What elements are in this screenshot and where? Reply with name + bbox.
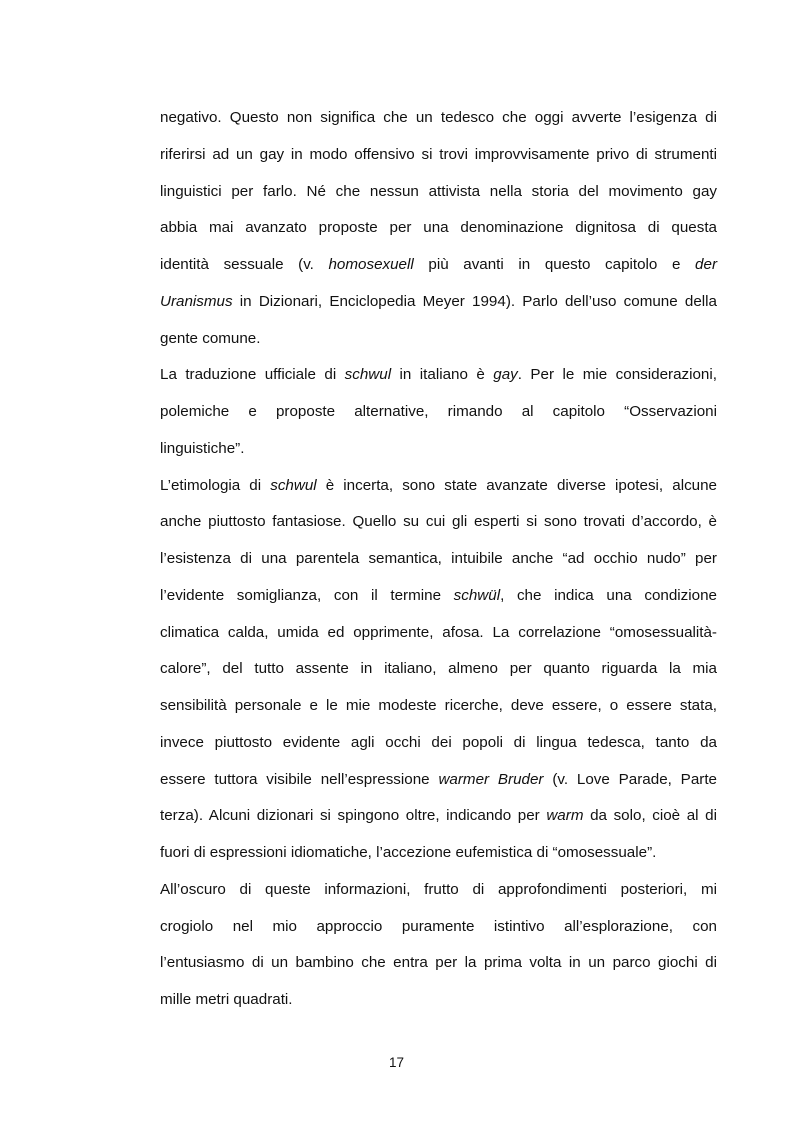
text-line (160, 250, 717, 287)
italic-term: der (695, 256, 717, 273)
text-line (160, 140, 717, 177)
text-segment: è incerta, sono state avanzate diverse ipotesi, alcune (316, 476, 717, 494)
text-line (160, 912, 717, 949)
text-line (160, 765, 717, 802)
text-segment: abbia mai avanzato proposte per una denominazione dignitosa di questa (160, 219, 717, 237)
italic-term: homosexuell (328, 256, 414, 273)
body-text (160, 103, 717, 1022)
text-segment: , che indica una condizione (500, 586, 717, 604)
italic-term: schwul (344, 366, 392, 384)
text-segment: linguistiche”. (160, 439, 245, 457)
text-segment: crogiolo nel mio approccio puramente istintivo all’esplorazione, con (160, 917, 717, 935)
text-segment: . Per le mie considerazioni, (517, 366, 717, 384)
text-line (160, 360, 717, 397)
text-line (160, 103, 717, 140)
text-line (160, 838, 717, 875)
italic-term: gay (493, 366, 518, 384)
text-line (160, 471, 717, 508)
text-line (160, 728, 717, 765)
text-segment: sensibilità personale e le mie modeste ricerche, deve essere, o essere stata, (160, 697, 717, 714)
text-segment: All’oscuro di queste informazioni, frutto di approfondimenti posteriori, mi (160, 880, 717, 898)
text-line (160, 985, 717, 1022)
text-segment: mille metri quadrati. (160, 991, 293, 1008)
text-segment: in Dizionari, Enciclopedia Meyer 1994). Parlo dell’uso comune della (232, 292, 717, 310)
text-segment: polemiche e proposte alternative, rimando al capitolo “Osservazioni (160, 403, 717, 420)
italic-term: warm (546, 807, 584, 825)
page-number: 17 (388, 1055, 405, 1070)
text-segment: l’entusiasmo di un bambino che entra per la prima volta in un parco giochi di (160, 954, 717, 972)
text-line (160, 691, 717, 728)
text-line (160, 948, 717, 985)
text-segment: La traduzione ufficiale di (160, 366, 345, 384)
text-segment: terza). Alcuni dizionari si spingono oltre, indicando per (160, 807, 547, 825)
text-segment: climatica calda, umida ed opprimente, afosa. La correlazione “omosessualità- (160, 623, 717, 641)
text-line (160, 287, 717, 324)
text-segment: da solo, cioè al di (583, 807, 717, 825)
text-segment: invece piuttosto evidente agli occhi dei popoli di lingua tedesca, tanto da (160, 733, 717, 751)
text-segment: identità sessuale (v. (160, 256, 329, 273)
italic-term: schwül (453, 586, 501, 604)
text-segment: linguistici per farlo. Né che nessun attivista nella storia del movimento gay (160, 182, 717, 200)
text-line (160, 434, 717, 471)
text-segment: calore”, del tutto assente in italiano, almeno per quanto riguarda la mia (160, 660, 717, 678)
text-line (160, 397, 717, 434)
text-line (160, 324, 717, 361)
text-line (160, 581, 717, 618)
text-segment: L’etimologia di (160, 476, 271, 494)
text-segment: fuori di espressioni idiomatiche, l’accezione eufemistica di “omosessuale”. (160, 844, 657, 861)
text-segment: riferirsi ad un gay in modo offensivo si trovi improvvisamente privo di strumenti (160, 145, 717, 163)
text-line (160, 213, 717, 250)
text-line (160, 801, 717, 838)
text-segment: gente comune. (160, 329, 261, 347)
text-segment: essere tuttora visibile nell’espressione (160, 770, 439, 788)
text-segment: l’esistenza di una parentela semantica, intuibile anche “ad occhio nudo” per (160, 550, 717, 567)
text-segment: più avanti in questo capitolo e (413, 256, 696, 273)
text-line (160, 177, 717, 214)
text-segment: l’evidente somiglianza, con il termine (160, 586, 454, 604)
text-line (160, 654, 717, 691)
text-segment: in italiano è (391, 366, 494, 384)
text-segment: negativo. Questo non significa che un tedesco che oggi avverte l’esigenza di (160, 109, 717, 126)
italic-term: warmer Bruder (438, 770, 544, 788)
text-segment: anche piuttosto fantasiose. Quello su cui gli esperti si sono trovati d’accordo, è (160, 513, 717, 531)
text-line (160, 507, 717, 544)
text-segment: (v. Love Parade, Parte (543, 770, 717, 788)
italic-term: schwul (270, 476, 317, 494)
text-line (160, 618, 717, 655)
text-line (160, 544, 717, 581)
italic-term: Uranismus (160, 292, 233, 310)
text-line (160, 875, 717, 912)
